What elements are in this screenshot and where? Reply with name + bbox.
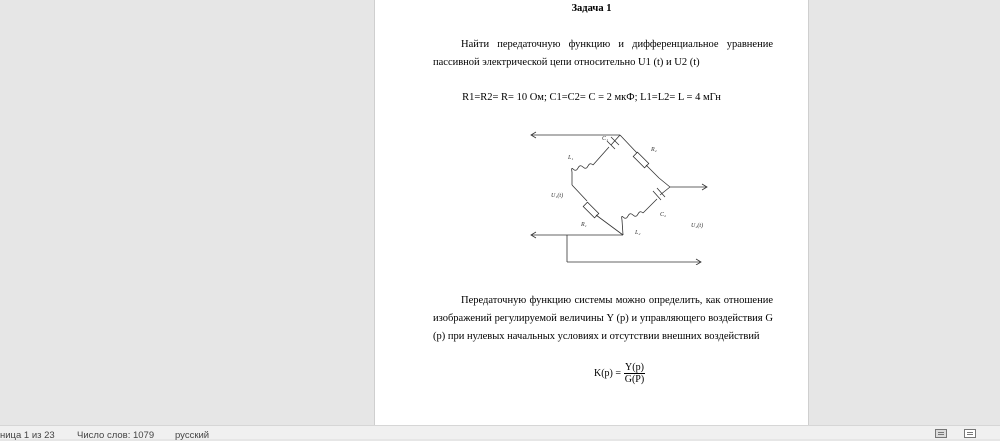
task-line-1: Найти передаточную функцию и дифференциальное уравнение: [461, 39, 773, 50]
description-line-2: изображений регулируемой величины Y (p) и управляющего воздействия G: [433, 313, 773, 324]
page-indicator[interactable]: ница 1 из 23: [0, 430, 55, 441]
inductor-l2: [622, 212, 643, 220]
description-line-1: Передаточную функцию системы можно определить, как отношение: [461, 295, 773, 306]
capacitor-c2-plate-b: [657, 188, 665, 197]
formula-lhs: K(p) =: [594, 368, 622, 379]
description-paragraph: [433, 292, 773, 346]
inductor-l1: [572, 164, 593, 172]
document-page[interactable]: [374, 0, 809, 425]
print-layout-icon[interactable]: [935, 429, 947, 438]
formula-denominator: G(P): [624, 374, 645, 385]
parameters-line: R1=R2= R= 10 Ом; C1=C2= C = 2 мкФ; L1=L2= L = 4 мГн: [462, 92, 721, 103]
label-u2: U₂(t): [691, 223, 704, 229]
formula-fraction: [624, 362, 645, 385]
label-u1: U₁(t): [551, 193, 564, 199]
label-r1: R₁: [581, 222, 587, 228]
formula-numerator: Y(p): [625, 362, 644, 373]
transfer-function-formula: [594, 362, 645, 385]
word-count[interactable]: Число слов: 1079: [77, 430, 155, 441]
label-l2: L₂: [635, 230, 641, 236]
label-c1: C₁: [602, 136, 609, 142]
read-mode-icon[interactable]: [964, 429, 976, 438]
circuit-diagram: [525, 125, 715, 265]
capacitor-c2-plate-a: [653, 191, 661, 200]
task-title: Задача 1: [571, 3, 612, 14]
label-r2: R₂: [651, 147, 657, 153]
label-l1: L₁: [568, 155, 574, 161]
description-line-3: (p) при нулевых начальных условиях и отсутствии внешних воздействий: [433, 331, 760, 342]
task-paragraph: [433, 36, 773, 72]
label-c2: C₂: [660, 212, 667, 218]
task-line-2: пассивной электрической цепи относительно U1 (t) и U2 (t): [433, 57, 700, 68]
language-indicator[interactable]: русский: [175, 430, 210, 441]
status-bar: [0, 425, 1000, 439]
